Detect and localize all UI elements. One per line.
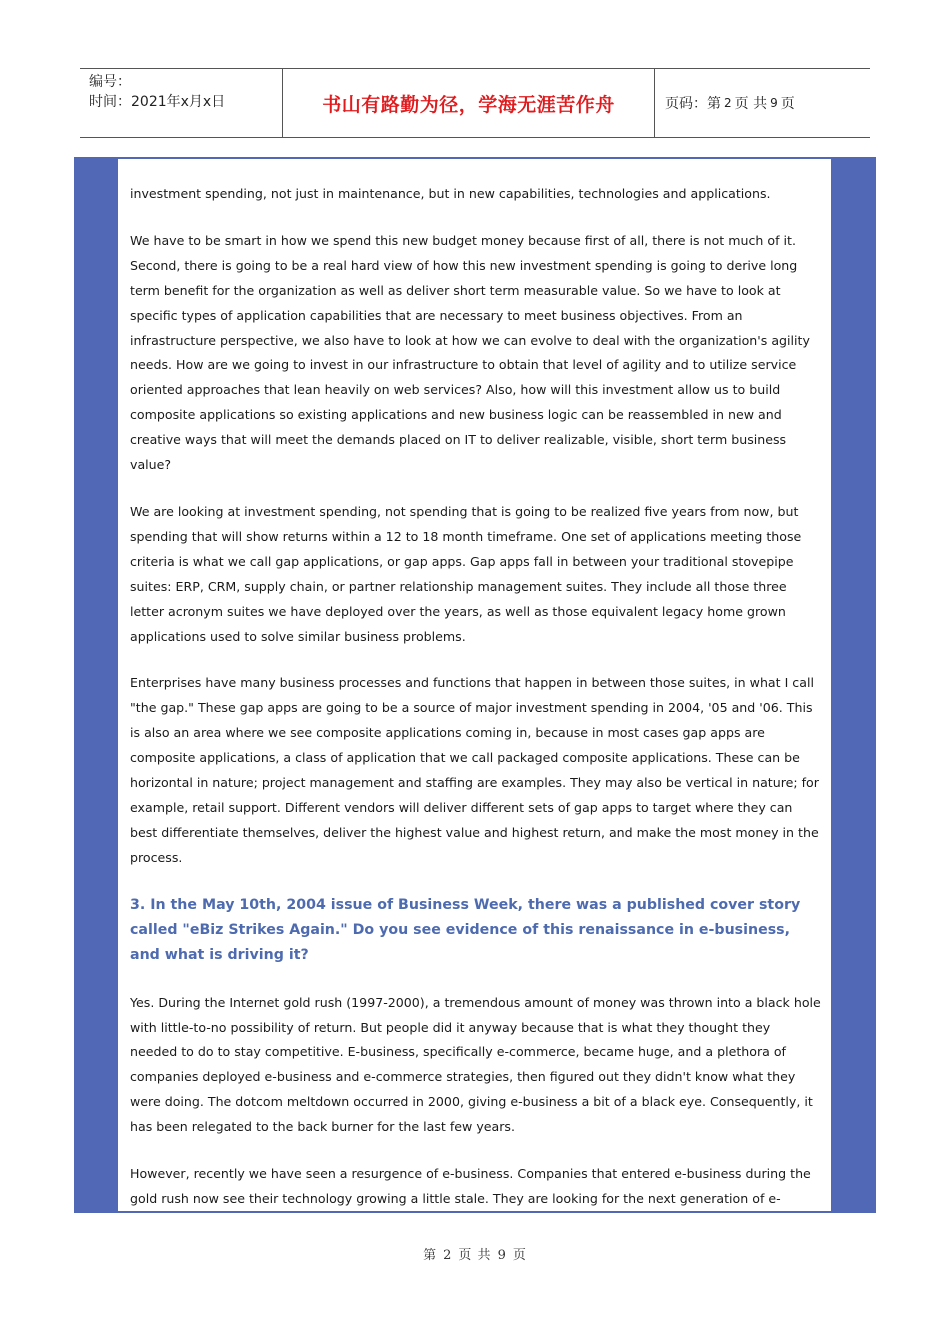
header-meta [80, 69, 282, 137]
footer-total: 9 [497, 1248, 507, 1263]
footer-suffix: 页 [512, 1248, 527, 1263]
footer-current: 2 [443, 1248, 453, 1263]
page-mid: 页 共 [734, 96, 768, 112]
page-current: 2 [724, 96, 732, 110]
paragraph: We have to be smart in how we spend this new budget money because first of all, there is not much of it. Second, there is going to be a real hard view of how this new investment spending is going to derive long term benefit for the organization as well as deliver short term measurable value. So we have to look at specific types of application capabilities that are necessary to meet business objectives. From an infrastructure perspective, we also have to look at how we can evolve to deal with the organization's agility needs. How are we going to invest in our infrastructure to obtain that level of agility and to utilize service oriented approaches that lean heavily on web services? Also, how will this investment allow us to build composite applications so existing applications and new business logic can be reassembled in new and creative ways that will meet the demands placed on IT to deliver realizable, visible, short term business value? [130, 232, 810, 473]
paragraph: However, recently we have seen a resurgence of e-business. Companies that entered e-business during the gold rush now see their technology growing a little stale. They are looking for the next generation of e- [130, 1166, 811, 1206]
page-end: 页 [780, 96, 795, 112]
content-frame [74, 157, 876, 1213]
page-label: 页码：第 [665, 96, 721, 112]
article-body [118, 159, 831, 1211]
page-footer [0, 1244, 950, 1263]
paragraph: investment spending, not just in maintenance, but in new capabilities, technologies and applications. [130, 186, 771, 201]
footer-mid: 页 共 [458, 1248, 492, 1263]
date-label: 时间：2021年x月x日 [89, 94, 226, 110]
paragraph: We are looking at investment spending, not spending that is going to be realized five years from now, but spending that will show returns within a 12 to 18 month timeframe. One set of applications meeting those criteria is what we call gap applications, or gap apps. Gap apps fall in between your traditional stovepipe suites: ERP, CRM, supply chain, or partner relationship management suites. They include all those three letter acronym suites we have deployed over the years, as well as those equivalent legacy home grown applications used to solve similar business problems. [130, 503, 802, 644]
serial-label: 编号： [89, 74, 131, 90]
paragraph: Enterprises have many business processes and functions that happen in between those suites, in what I call "the gap." These gap apps are going to be a source of major investment spending in 2004, '05 and '06. This is also an area where we see composite applications coming in, because in most cases gap apps are composite applications, a class of application that we call packaged composite applications. These can be horizontal in nature; project management and staffing are examples. They may also be vertical in nature; for example, retail support. Different vendors will deliver different sets of gap apps to target where they can best differentiate themselves, deliver the highest value and highest return, and make the most money in the process. [130, 675, 819, 865]
page-header [80, 68, 870, 138]
header-motto: 书山有路勤为径，学海无涯苦作舟 [282, 69, 655, 137]
page-total: 9 [770, 96, 778, 110]
header-page-number [655, 69, 870, 137]
paragraph: Yes. During the Internet gold rush (1997-2000), a tremendous amount of money was thrown into a black hole with little-to-no possibility of return. But people did it anyway because that is what they thought they needed to do to stay competitive. E-business, specifically e-commerce, became huge, and a plethora of companies deployed e-business and e-commerce strategies, then figured out they didn't know what they were doing. The dotcom meltdown occurred in 2000, giving e-business a bit of a black eye. Consequently, it has been relegated to the back burner for the last few years. [130, 994, 821, 1135]
question-heading: 3. In the May 10th, 2004 issue of Business Week, there was a published cover story called "eBiz Strikes Again." Do you see evidence of this renaissance in e-business, and what is driving it? [130, 896, 801, 963]
footer-prefix: 第 [423, 1248, 438, 1263]
